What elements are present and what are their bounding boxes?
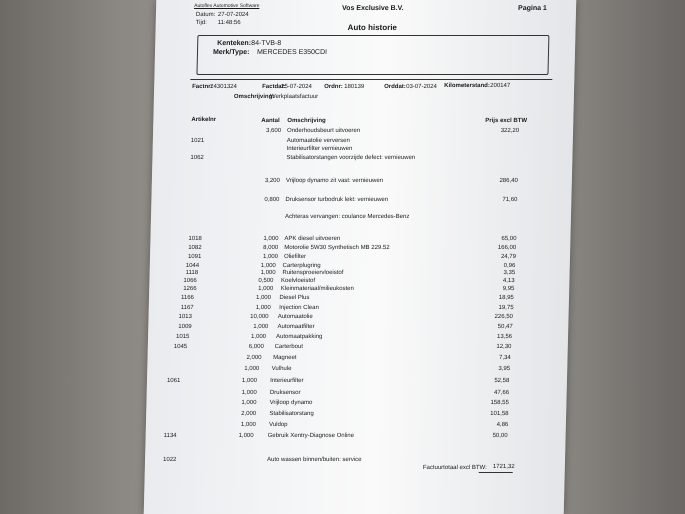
row-omschrijving: Vrijloop dynamo [269,400,313,406]
km-value: 200147 [490,83,511,89]
row-prijs: 3,95 [498,366,511,372]
row-aantal: 10,000 [250,314,269,320]
row-aantal: 6,000 [248,344,264,350]
row-prijs: 71,60 [502,197,518,203]
row-aantal: 1,000 [260,263,276,269]
row-aantal: 1,000 [241,390,257,396]
row-omschrijving: Interieurfilter [270,378,304,384]
row-omschrijving: Diesel Plus [279,295,310,301]
row-omschrijving: Druksensor turbodruk lekt: vernieuwen [285,197,389,203]
row-prijs: 50,47 [497,324,513,330]
row-omschrijving: Carterplugring [282,263,321,269]
row-aantal: 1,000 [240,422,256,428]
row-prijs: 286,40 [499,178,518,184]
row-prijs: 0,96 [503,263,516,269]
plate-value: 84-TVB-8 [251,40,282,47]
row-aantal: 0,800 [264,197,280,203]
print-date: 27-07-2024 [217,12,249,18]
plate-label: Kenteken: [217,40,252,47]
row-aantal: 3,600 [265,128,282,134]
row-artikelnr: 1013 [178,314,192,320]
factdat-label: Factdat: [262,84,286,90]
row-omschrijving: Vuldop [269,422,288,428]
row-prijs: 3,35 [503,270,516,276]
invoice-paper [144,0,577,514]
row-omschrijving: Onderhoudsbeurt uitvoeren [287,128,361,134]
row-omschrijving: Automaatolie verversen [286,138,350,144]
row-prijs: 7,34 [498,355,511,361]
row-aantal: 2,000 [246,355,262,361]
row-prijs: 226,50 [494,314,513,320]
row-aantal: 1,000 [260,270,276,276]
date-label: Datum: [195,12,216,18]
row-aantal: 3,200 [264,178,280,184]
row-omschrijving: Magneet [273,355,297,361]
factnr-label: Factnr: [192,84,213,90]
row-artikelnr: 1082 [188,245,202,251]
row-omschrijving: Ruitensproeiervloeistof [282,270,344,276]
row-artikelnr: 1167 [180,305,194,311]
ordnr-value: 180139 [344,84,365,90]
row-prijs: 65,00 [501,236,517,242]
row-omschrijving: Motorolie 5W30 Synthetisch MB 229.52 [284,245,390,251]
row-aantal: 1,000 [258,286,274,292]
row-omschrijving: Interieurfilter vernieuwen [286,146,353,152]
omschrijving-label: Omschrijving: [233,94,275,100]
row-omschrijving: Stabilisatorstang [269,411,314,417]
km-label: Kilometerstand: [444,83,490,89]
row-omschrijving: Gebruik Xentry-Diagnose Online [267,433,355,439]
row-omschrijving: Automaatpakking [275,334,323,340]
row-omschrijving: APK diesel uitvoeren [284,236,341,242]
total-underline [479,472,513,473]
row-aantal: 1,000 [255,295,272,301]
row-aantal: 1,000 [255,305,271,311]
row-artikelnr: 1061 [166,378,181,384]
total-label: Factuurtotaal excl BTW: [422,465,487,471]
row-artikelnr: 1066 [183,278,197,284]
page-number: Pagina 1 [517,5,547,12]
row-artikelnr: 1118 [185,270,199,276]
row-artikelnr: 1134 [163,433,177,439]
orddat-value: 03-07-2024 [406,84,437,90]
row-artikelnr: 1022 [162,457,177,463]
factnr-value: 24301324 [210,84,237,90]
row-aantal: 0,500 [258,278,274,284]
row-prijs: 47,66 [493,390,510,396]
row-prijs: 158,55 [490,400,509,406]
row-omschrijving: Vrijloop dynamo zit vast: vernieuwen [285,178,384,184]
row-prijs: 12,30 [496,344,512,350]
row-artikelnr: 1062 [190,155,204,161]
col-prijs: Prijs excl BTW [485,118,528,124]
page-title: Auto historie [347,23,398,32]
col-aantal: Aantal [261,118,280,124]
print-time: 11:48:56 [217,20,241,26]
row-prijs: 13,56 [496,334,513,340]
software-name: Autoflex Automotive Software [194,3,260,9]
row-omschrijving: Carterbout [274,344,304,350]
row-omschrijving: Automaatfilter [277,324,315,330]
row-aantal: 1,000 [250,334,267,340]
row-prijs: 9,95 [502,286,515,292]
orddat-label: Orddat: [384,84,406,90]
row-aantal: 1,000 [244,366,260,372]
ordnr-label: Ordnr: [324,84,343,90]
row-artikelnr: 1021 [190,138,205,144]
row-aantal: 1,000 [253,324,269,330]
divider [190,79,552,80]
row-artikelnr: 1044 [185,263,200,269]
row-omschrijving: Vulhule [271,366,292,372]
row-aantal: 1,000 [262,254,279,260]
row-prijs: 101,58 [490,411,509,417]
row-omschrijving: Injection Clean [279,305,319,311]
row-artikelnr: 1166 [180,295,194,301]
type-label: Merk/Type: [212,49,250,56]
row-aantal: 2,000 [241,411,257,417]
row-prijs: 52,58 [494,378,510,384]
row-prijs: 50,00 [492,433,508,439]
total-value: 1721,32 [492,464,515,470]
row-artikelnr: 1015 [175,334,190,340]
row-aantal: 8,000 [263,245,279,251]
row-prijs: 24,79 [500,254,517,260]
row-aantal: 1,000 [241,400,257,406]
time-label: Tijd: [195,20,207,26]
row-aantal: 1,000 [238,433,254,439]
row-prijs: 322,20 [500,128,520,134]
row-omschrijving: Koelvloeistof [280,278,316,284]
row-aantal: 1,000 [241,378,258,384]
row-prijs: 4,13 [502,278,515,284]
row-omschrijving: Achteras vervangen: coulance Mercedes-Benz [284,214,410,220]
row-omschrijving: Druksensor [269,390,301,396]
row-prijs: 166,00 [497,245,517,251]
row-artikelnr: 1009 [178,324,192,330]
factdat-value: 25-07-2024 [281,84,312,90]
col-artikelnr: Artikelnr [191,117,217,123]
type-value: MERCEDES E350CDI [256,49,328,56]
row-artikelnr: 1091 [187,254,202,260]
row-prijs: 19,75 [498,305,514,311]
col-omschrijving: Omschrijving [287,118,326,124]
omschrijving-value: Werkplaatsfactuur [269,94,319,100]
row-omschrijving: Auto wassen binnen/buiten: service [266,457,362,463]
row-artikelnr: 1266 [183,286,197,292]
row-artikelnr: 1018 [188,236,202,242]
row-omschrijving: Kleinmateriaal/milieukosten [280,286,354,292]
row-omschrijving: Automaatolie [277,314,313,320]
row-prijs: 18,95 [498,295,514,301]
row-aantal: 1,000 [263,236,279,242]
row-omschrijving: Oliefilter [283,254,307,260]
company-name: Vos Exclusive B.V. [341,5,404,12]
row-artikelnr: 1045 [173,344,188,350]
row-prijs: 4,86 [496,422,509,428]
row-omschrijving: Stabilisatorstangen voorzijde defect: vernieuwen [286,155,416,161]
